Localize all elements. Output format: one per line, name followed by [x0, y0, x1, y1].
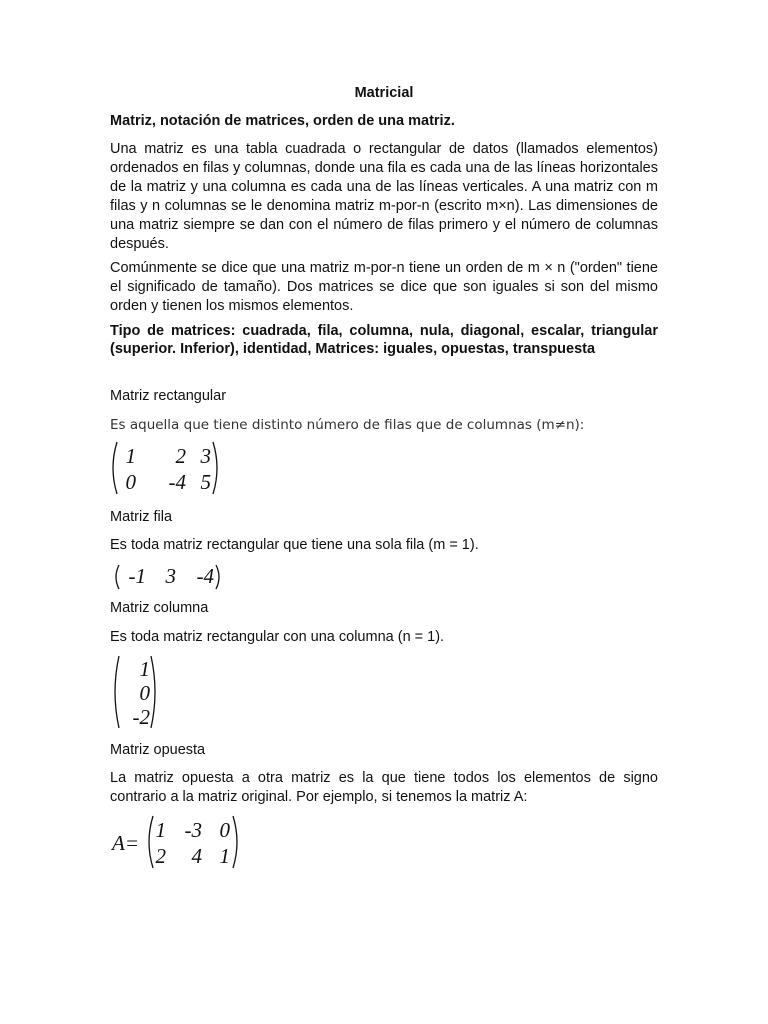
left-parenthesis: [112, 564, 120, 590]
matrix-cell: 2: [175, 444, 186, 468]
row-matrix-description: Es toda matriz rectangular que tiene una sola fila (m = 1).: [110, 537, 479, 553]
matrix-cell: 5: [200, 470, 211, 494]
matrix-cell: -2: [132, 705, 150, 729]
matrix-cell: 1: [139, 657, 150, 681]
matrix-cell: 3: [200, 444, 211, 468]
row-matrix-heading: Matriz fila: [110, 509, 173, 525]
opposite-matrix: [112, 814, 248, 870]
opposite-matrix-description: La matriz opuesta a otra matriz es la que tiene todos los elementos de signo contrario a la matriz original. Por ejemplo, si tenemos la matriz A:: [110, 770, 658, 805]
matrix-cell: -1: [128, 564, 146, 588]
right-parenthesis: [232, 814, 242, 870]
types-heading: Tipo de matrices: cuadrada, fila, columna, nula, diagonal, escalar, triangular (superior. Inferior), identidad, Matrices: iguales, opuestas, transpuesta: [110, 323, 658, 357]
definition-paragraph: Una matriz es una tabla cuadrada o rectangular de datos (llamados elementos) ordenados en filas y columnas, donde una fila es cada una de las líneas horizontales de la matriz y una columna es cada una de las líneas verticales. A una matriz con m filas y n columnas se le denomina matriz m-por-n (escrito m×n). Las dimensiones de una matriz siempre se dan con el número de filas primero y el número de columnas después.: [110, 141, 658, 252]
rectangular-heading: Matriz rectangular: [110, 388, 227, 404]
rectangular-description: Es aquella que tiene distinto número de filas que de columnas (m≠n):: [110, 417, 585, 433]
section-heading: Matriz, notación de matrices, orden de una matriz.: [110, 113, 455, 129]
matrix-cell: -3: [184, 818, 202, 842]
matrix-cell: 3: [165, 564, 176, 588]
matrix-cell: 1: [219, 844, 230, 868]
matrix-cell: 1: [125, 444, 136, 468]
column-matrix: [110, 654, 162, 730]
matrix-cell: 2: [155, 844, 166, 868]
document-title: Matricial: [354, 85, 414, 101]
matrix-cell: -4: [196, 564, 214, 588]
matrix-cell: 0: [219, 818, 230, 842]
rectangular-matrix: [108, 440, 218, 496]
matrix-cell: -4: [168, 470, 186, 494]
matrix-cell: 1: [155, 818, 166, 842]
left-parenthesis: [108, 440, 118, 496]
right-parenthesis: [215, 564, 223, 590]
opposite-matrix-heading: Matriz opuesta: [110, 742, 206, 758]
matrix-cell: 0: [139, 681, 150, 705]
right-parenthesis: [150, 654, 160, 730]
right-parenthesis: [212, 440, 222, 496]
column-matrix-description: Es toda matriz rectangular con una columna (n = 1).: [110, 629, 445, 645]
matrix-cell: 4: [191, 844, 202, 868]
matrix-cell: 0: [125, 470, 136, 494]
matrix-label: A=: [112, 831, 139, 855]
column-matrix-heading: Matriz columna: [110, 600, 209, 616]
order-paragraph: Comúnmente se dice que una matriz m-por-n tiene un orden de m × n ("orden" tiene el significado de tamaño). Dos matrices se dice que son iguales si son del mismo orden y tienen los mismos elementos.: [110, 260, 658, 314]
row-matrix: [112, 562, 224, 592]
